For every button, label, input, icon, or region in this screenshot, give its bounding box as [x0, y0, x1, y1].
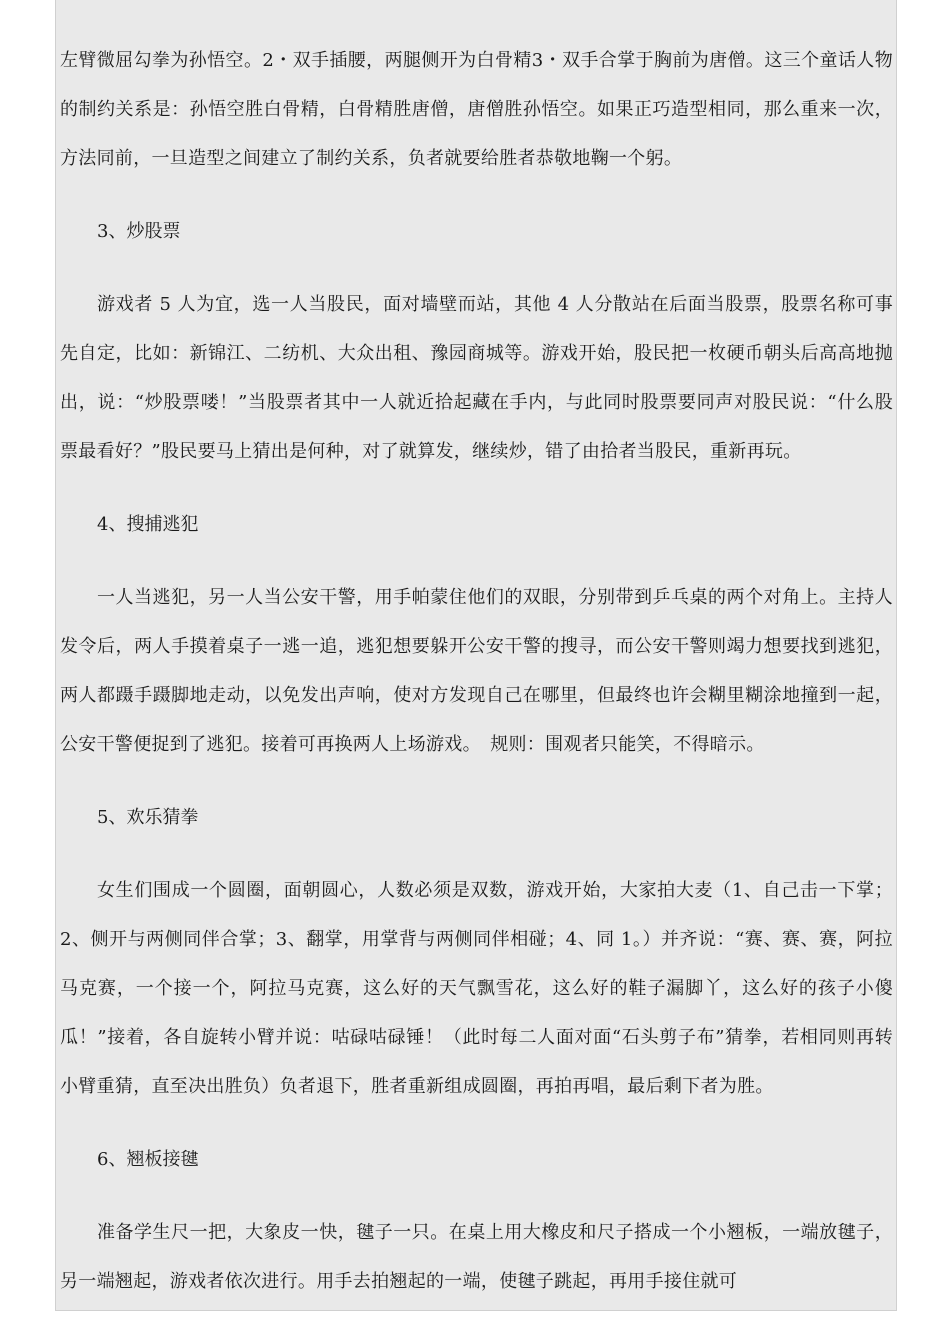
- document-page: [55, 0, 897, 1311]
- intro-paragraph: 左臂微屈勾拳为孙悟空。2・双手插腰，两腿侧开为白骨精3・双手合掌于胸前为唐僧。这三个童话人物的制约关系是：孙悟空胜白骨精，白骨精胜唐僧，唐僧胜孙悟空。如果正巧造型相同，那么重来一次，方法同前，一旦造型之间建立了制约关系，负者就要给胜者恭敬地鞠一个躬。: [60, 50, 893, 169]
- section-body-5: 女生们围成一个圆圈，面朝圆心，人数必须是双数，游戏开始，大家拍大麦（1、自己击一下掌；2、侧开与两侧同伴合掌；3、翻掌，用掌背与两侧同伴相碰；4、同 1。）并齐说：“赛、赛、赛，阿拉马克赛，一个接一个，阿拉马克赛，这么好的天气飘雪花，这么好的鞋子漏脚丫，这么好的孩子小傻瓜！”接着，各自旋转小臂并说：咕碌咕碌锤！（此时每二人面对面“石头剪子布”猜拳，若相同则再转小臂重猜，直至决出胜负）负者退下，胜者重新组成圆圈，再拍再唱，最后剩下者为胜。: [60, 880, 893, 1097]
- section-heading-3: 3、炒股票: [97, 221, 181, 242]
- section-heading-5: 5、欢乐猜拳: [97, 807, 199, 828]
- document-content: [60, 36, 893, 1306]
- section-heading-4: 4、搜捕逃犯: [97, 514, 199, 535]
- section-body-4: 一人当逃犯，另一人当公安干警，用手帕蒙住他们的双眼，分别带到乒乓桌的两个对角上。主持人发令后，两人手摸着桌子一逃一追，逃犯想要躲开公安干警的搜寻，而公安干警则竭力想要找到逃犯，两人都蹑手蹑脚地走动，以免发出声响，使对方发现自己在哪里，但最终也许会糊里糊涂地撞到一起，公安干警便捉到了逃犯。接着可再换两人上场游戏。 规则：围观者只能笑，不得暗示。: [60, 587, 893, 755]
- section-body-6: 准备学生尺一把，大象皮一快，毽子一只。在桌上用大橡皮和尺子搭成一个小翘板，一端放毽子，另一端翘起，游戏者依次进行。用手去拍翘起的一端，使毽子跳起，再用手接住就可: [60, 1222, 893, 1292]
- section-heading-6: 6、翘板接毽: [97, 1149, 199, 1170]
- section-body-3: 游戏者 5 人为宜，选一人当股民，面对墙壁而站，其他 4 人分散站在后面当股票，股票名称可事先自定，比如：新锦江、二纺机、大众出租、豫园商城等。游戏开始，股民把一枚硬币朝头后高高地抛出，说：“炒股票喽！”当股票者其中一人就近拾起藏在手内，与此同时股票要同声对股民说：“什么股票最看好？”股民要马上猜出是何种，对了就算发，继续炒，错了由拾者当股民，重新再玩。: [60, 294, 893, 462]
